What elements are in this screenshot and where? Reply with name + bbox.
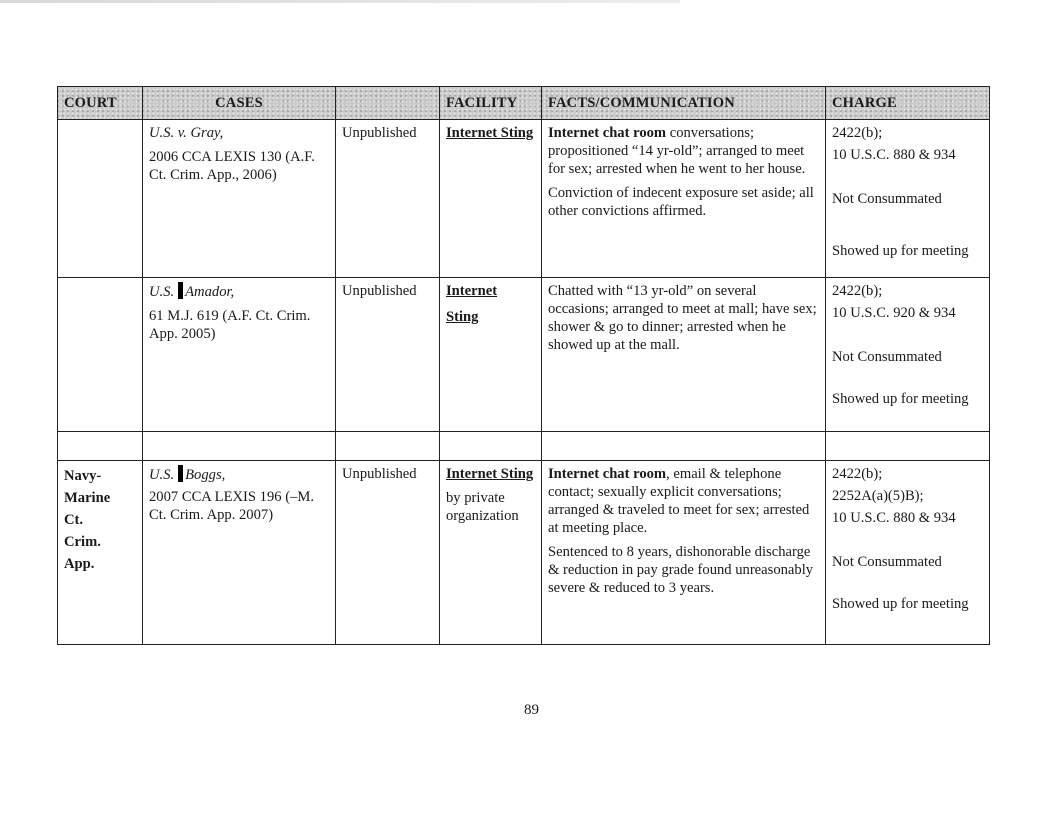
redaction-mark	[178, 465, 183, 482]
court-line: Ct.	[64, 512, 84, 528]
facts-text-2: Conviction of indecent exposure set aside; all other convictions affirmed.	[548, 185, 814, 219]
facts-cell	[542, 278, 826, 432]
facts-bold: Internet chat room	[548, 466, 667, 482]
case-cell	[143, 278, 336, 432]
charge-status: Not Consummated	[832, 554, 942, 570]
facility-cell	[440, 461, 542, 645]
court-cell	[58, 120, 143, 278]
publication-status: Unpublished	[342, 125, 417, 141]
header-charge: CHARGE	[826, 87, 990, 120]
facts-text-2: Sentenced to 8 years, dishonorable discharge & reduction in pay grade found unreasonably severe & reduced to 3 years.	[548, 544, 814, 596]
facts-text: , email & telephone contact; sexually explicit conversations; arranged & traveled to meet for sex; arrested at meeting place.	[548, 466, 810, 536]
table-row	[58, 120, 990, 278]
case-name-part: U.S.	[149, 467, 175, 483]
charge-statute: 2252A(a)(5)B);	[832, 488, 924, 504]
table-header-row	[58, 87, 990, 120]
case-citation: 61 M.J. 619 (A.F. Ct. Crim. App. 2005)	[149, 308, 311, 342]
case-cell	[143, 120, 336, 278]
facility-label: Sting	[446, 309, 479, 325]
court-line: App.	[64, 556, 95, 572]
case-citation: 2006 CCA LEXIS 130 (A.F. Ct. Crim. App., 2006)	[149, 149, 315, 183]
charge-statute: 10 U.S.C. 880 & 934	[832, 147, 956, 163]
table-row	[58, 461, 990, 645]
header-cases: CASES	[143, 87, 336, 120]
facility-cell	[440, 120, 542, 278]
facility-cell	[440, 278, 542, 432]
charge-cell	[826, 461, 990, 645]
court-cell	[58, 461, 143, 645]
page-number: 89	[524, 702, 539, 718]
court-line: Crim.	[64, 534, 101, 550]
header-facility: FACILITY	[440, 87, 542, 120]
redaction-mark	[178, 282, 183, 299]
charge-note: Showed up for meeting	[832, 243, 969, 259]
case-name-part: Amador,	[185, 284, 235, 300]
header-blank	[336, 87, 440, 120]
status-cell	[336, 461, 440, 645]
charge-note: Showed up for meeting	[832, 596, 969, 612]
case-citation: 2007 CCA LEXIS 196 (–M. Ct. Crim. App. 2007)	[149, 489, 314, 523]
charge-statute: 2422(b);	[832, 125, 883, 141]
table-row-empty	[58, 432, 990, 461]
charge-statute: 2422(b);	[832, 466, 883, 482]
charge-status: Not Consummated	[832, 191, 942, 207]
case-name-part: Boggs,	[185, 467, 226, 483]
case-name-part: U.S.	[149, 284, 175, 300]
court-cell	[58, 278, 143, 432]
charge-cell	[826, 278, 990, 432]
facility-label: Internet Sting	[446, 125, 534, 141]
facility-label: Internet	[446, 283, 498, 299]
case-cell	[143, 461, 336, 645]
court-line: Navy-	[64, 468, 102, 484]
facility-label: Internet Sting	[446, 466, 534, 482]
charge-status: Not Consummated	[832, 349, 942, 365]
publication-status: Unpublished	[342, 466, 417, 482]
charge-cell	[826, 120, 990, 278]
charge-statute: 10 U.S.C. 920 & 934	[832, 305, 956, 321]
charge-statute: 10 U.S.C. 880 & 934	[832, 510, 956, 526]
header-facts: FACTS/COMMUNICATION	[542, 87, 826, 120]
status-cell	[336, 120, 440, 278]
status-cell	[336, 278, 440, 432]
facility-note: by private organization	[446, 490, 519, 524]
case-table	[57, 86, 990, 645]
charge-note: Showed up for meeting	[832, 391, 969, 407]
scan-edge-line	[0, 0, 680, 3]
facts-text: conversations; propositioned “14 yr-old”; arranged to meet for sex; arrested when he went to her house.	[548, 125, 806, 177]
facts-cell	[542, 461, 826, 645]
table-row	[58, 278, 990, 432]
court-line: Marine	[64, 490, 111, 506]
case-name: U.S. v. Gray,	[149, 125, 224, 141]
header-court: COURT	[58, 87, 143, 120]
facts-cell	[542, 120, 826, 278]
facts-bold: Internet chat room	[548, 125, 667, 141]
facts-text: Chatted with “13 yr-old” on several occasions; arranged to meet at mall; have sex; shower & go to dinner; arrested when he showed up at the mall.	[548, 283, 817, 353]
charge-statute: 2422(b);	[832, 283, 883, 299]
publication-status: Unpublished	[342, 283, 417, 299]
